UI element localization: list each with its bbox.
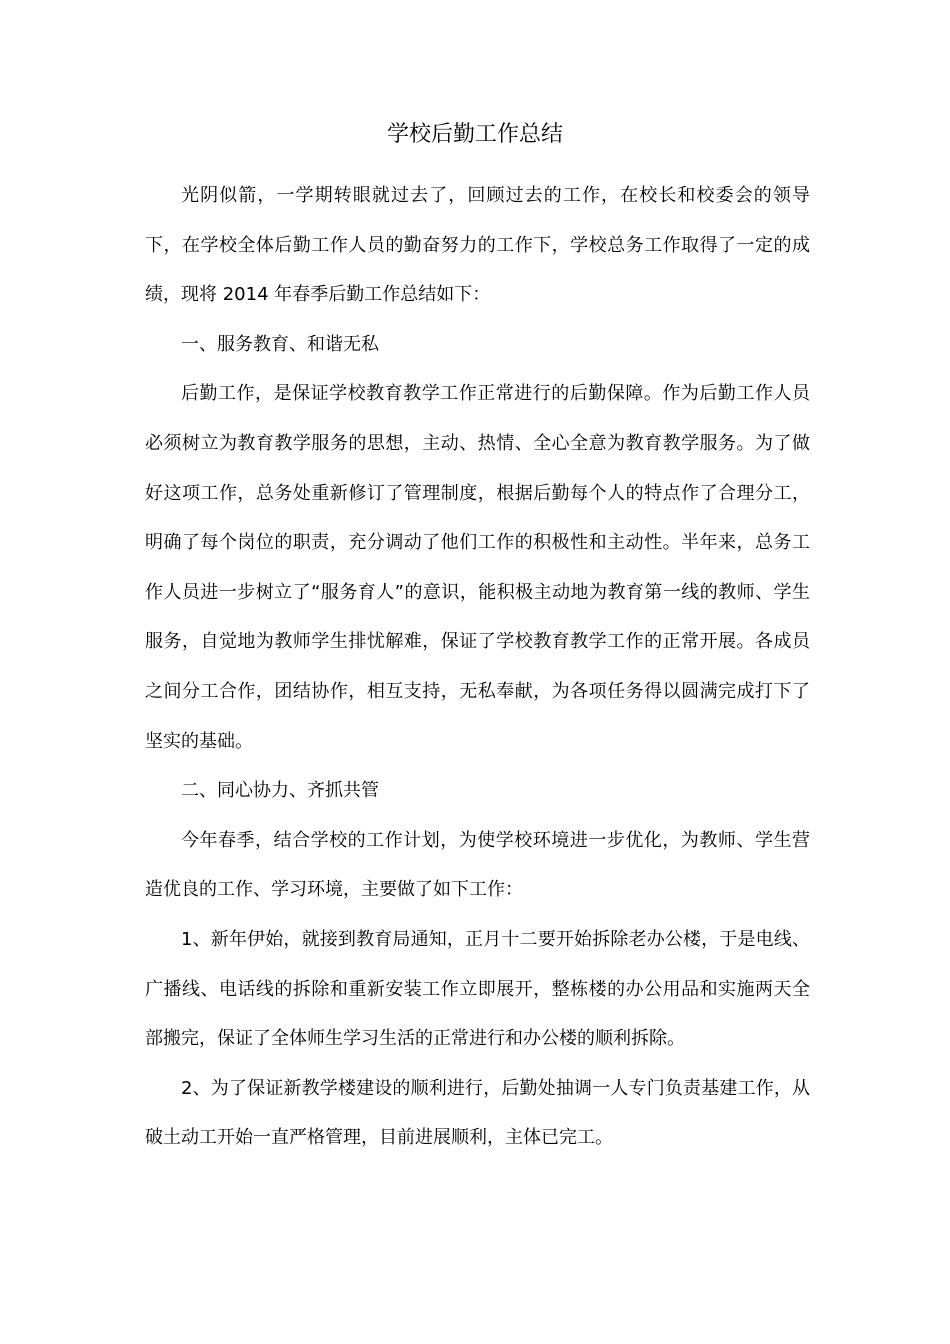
section-heading-2: 二、同心协力、齐抓共管 <box>181 780 379 802</box>
paragraph-spring-plan: 今年春季，结合学校的工作计划，为使学校环境进一步优化，为教师、学生营造优良的工作、学习环境，主要做了如下工作： <box>145 829 810 901</box>
list-item-2: 2、为了保证新教学楼建设的顺利进行，后勤处抽调一人专门负责基建工作，从破土动工开始一直严格管理，目前进展顺利，主体已完工。 <box>145 1077 810 1149</box>
document-title: 学校后勤工作总结 <box>386 122 563 147</box>
paragraph-intro: 光阴似箭，一学期转眼就过去了，回顾过去的工作，在校长和校委会的领导下，在学校全体后勤工作人员的勤奋努力的工作下，学校总务工作取得了一定的成绩，现将 2014 年春季后勤工作总结如下： <box>145 185 810 306</box>
section-heading-1: 一、服务教育、和谐无私 <box>181 333 379 355</box>
list-item-1: 1、新年伊始，就接到教育局通知，正月十二要开始拆除老办公楼，于是电线、广播线、电话线的拆除和重新安装工作立即展开，整栋楼的办公用品和实施两天全部搬完，保证了全体师生学习生活的正常进行和办公楼的顺利拆除。 <box>145 928 810 1050</box>
document-body <box>145 171 810 1163</box>
paragraph-service: 后勤工作，是保证学校教育教学工作正常进行的后勤保障。作为后勤工作人员必须树立为教育教学服务的思想，主动、热情、全心全意为教育教学服务。为了做好这项工作，总务处重新修订了管理制度，根据后勤每个人的特点作了合理分工，明确了每个岗位的职责，充分调动了他们工作的积极性和主动性。半年来，总务工作人员进一步树立了“服务育人”的意识，能积极主动地为教育第一线的教师、学生服务，自觉地为教师学生排忧解难，保证了学校教育教学工作的正常开展。各成员之间分工合作，团结协作，相互支持，无私奉献，为各项任务得以圆满完成打下了坚实的基础。 <box>145 383 810 752</box>
